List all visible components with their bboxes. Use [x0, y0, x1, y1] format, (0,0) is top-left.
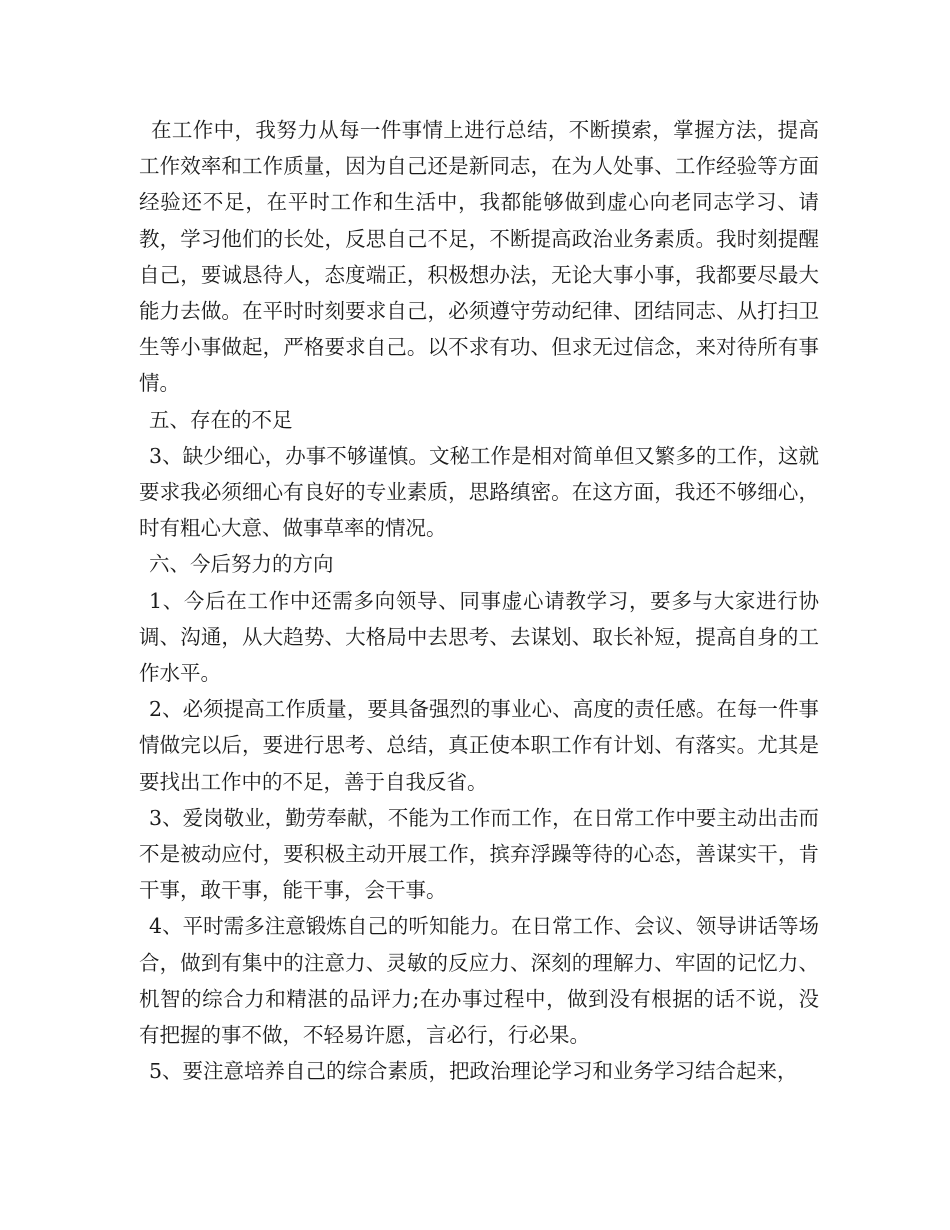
document-page: [139, 112, 819, 1089]
paragraph-direction-4: 4、平时需多注意锻炼自己的听知能力。在日常工作、会议、领导讲话等场合，做到有集中的注意力、灵敏的反应力、深刻的理解力、牢固的记忆力、机智的综合力和精湛的品评力;在办事过程中，做到没有根据的话不说，没有把握的事不做，不轻易许愿，言必行，行必果。: [139, 914, 819, 1048]
paragraph-direction-3: 3、爱岗敬业，勤劳奉献，不能为工作而工作，在日常工作中要主动出击而不是被动应付，要积极主动开展工作，摈弃浮躁等待的心态，善谋实干，肯干事，敢干事，能干事，会干事。: [139, 805, 819, 903]
paragraph-shortcoming-3: 3、缺少细心，办事不够谨慎。文秘工作是相对简单但又繁多的工作，这就要求我必须细心有良好的专业素质，思路缜密。在这方面，我还不够细心，时有粗心大意、做事草率的情况。: [139, 443, 819, 541]
heading-shortcomings: 五、存在的不足: [149, 407, 293, 432]
paragraph-direction-1: 1、今后在工作中还需多向领导、同事虚心请教学习，要多与大家进行协调、沟通，从大趋势、大格局中去思考、去谋划、取长补短，提高自身的工作水平。: [139, 588, 819, 686]
paragraph-work-summary: 在工作中，我努力从每一件事情上进行总结，不断摸索，掌握方法，提高工作效率和工作质量，因为自己还是新同志，在为人处事、工作经验等方面经验还不足，在平时工作和生活中，我都能够做到虚心向老同志学习、请教，学习他们的长处，反思自己不足，不断提高政治业务素质。我时刻提醒自己，要诚恳待人，态度端正，积极想办法，无论大事小事，我都要尽最大能力去做。在平时时刻要求自己，必须遵守劳动纪律、团结同志、从打扫卫生等小事做起，严格要求自己。以不求有功、但求无过信念，来对待所有事情。: [139, 118, 819, 396]
paragraph-direction-2: 2、必须提高工作质量，要具备强烈的事业心、高度的责任感。在每一件事情做完以后，要进行思考、总结，真正使本职工作有计划、有落实。尤其是要找出工作中的不足，善于自我反省。: [139, 697, 819, 794]
paragraph-direction-5: 5、要注意培养自己的综合素质，把政治理论学习和业务学习结合起来，: [149, 1059, 798, 1084]
heading-future-direction: 六、今后努力的方向: [149, 552, 334, 577]
